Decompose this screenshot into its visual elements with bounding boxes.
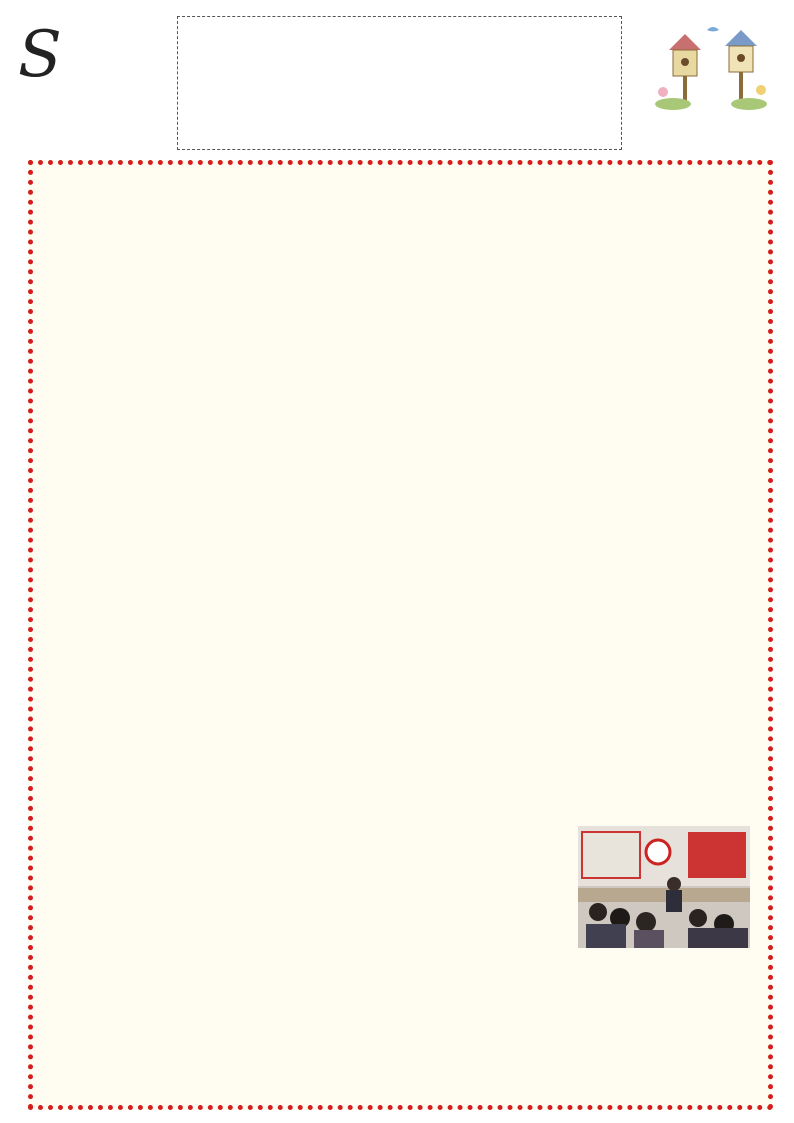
birdhouse-illustration — [645, 20, 775, 110]
article-frame — [28, 160, 773, 1110]
step-by-step-logo — [14, 14, 164, 164]
meeting-photo — [578, 826, 750, 948]
logo-big-s: S — [18, 18, 62, 92]
masthead-box — [177, 16, 622, 150]
union-badge — [636, 14, 784, 164]
